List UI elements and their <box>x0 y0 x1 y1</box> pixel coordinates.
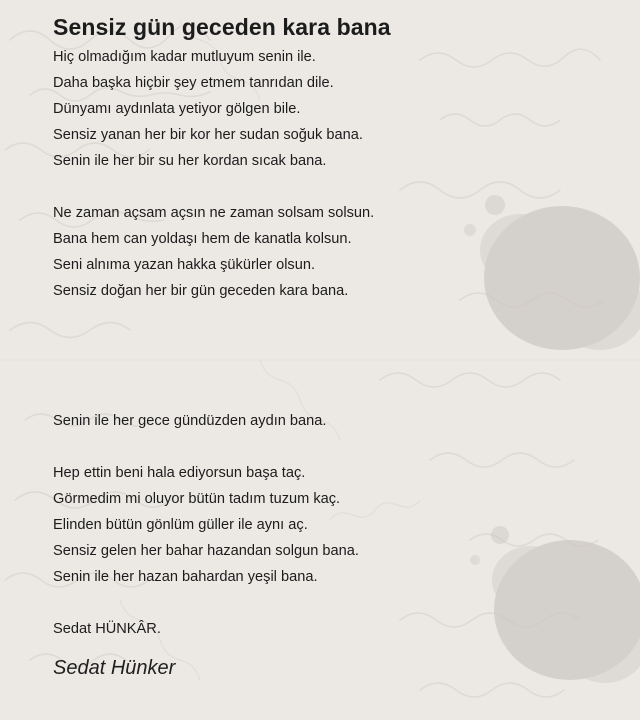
stanza-gap <box>53 174 613 200</box>
stanza-2 <box>53 200 613 304</box>
stanza-1 <box>53 44 613 174</box>
poem-line: Senin ile her bir su her kordan sıcak bana. <box>53 153 327 169</box>
poem-line: Seni alnıma yazan hakka şükürler olsun. <box>53 257 316 273</box>
stanza-gap-large <box>53 304 613 408</box>
poem-line: Dünyamı aydınlata yetiyor gölgen bile. <box>53 101 301 117</box>
poem-line: Bana hem can yoldaşı hem de kanatla kolsun. <box>53 231 352 247</box>
stanza-3 <box>53 408 613 434</box>
stanza-4 <box>53 460 613 590</box>
poem-line: Elinden bütün gönlüm güller ile aynı aç. <box>53 517 308 533</box>
poem-line: Daha başka hiçbir şey etmem tanrıdan dile. <box>53 75 334 91</box>
poem-line: Sensiz doğan her bir gün geceden kara bana. <box>53 283 349 299</box>
poem-line: Sensiz gelen her bahar hazandan solgun bana. <box>53 543 359 559</box>
author-name[interactable]: Sedat Hünker <box>53 657 176 679</box>
poem-line: Hiç olmadığım kadar mutluyum senin ile. <box>53 49 316 65</box>
poem-title: Sensiz gün geceden kara bana <box>53 14 391 40</box>
poem-line: Sensiz yanan her bir kor her sudan soğuk bana. <box>53 127 363 143</box>
stanza-gap <box>53 434 613 460</box>
poem-line: Görmedim mi oluyor bütün tadım tuzum kaç. <box>53 491 341 507</box>
poem-line: Senin ile her gece gündüzden aydın bana. <box>53 413 327 429</box>
stanza-gap <box>53 590 613 616</box>
poem-line: Senin ile her hazan bahardan yeşil bana. <box>53 569 318 585</box>
poem-signature: Sedat HÜNKÂR. <box>53 621 161 637</box>
poem-line: Hep ettin beni hala ediyorsun başa taç. <box>53 465 306 481</box>
poem-container <box>53 10 613 682</box>
poem-line: Ne zaman açsam açsın ne zaman solsam solsun. <box>53 205 375 221</box>
